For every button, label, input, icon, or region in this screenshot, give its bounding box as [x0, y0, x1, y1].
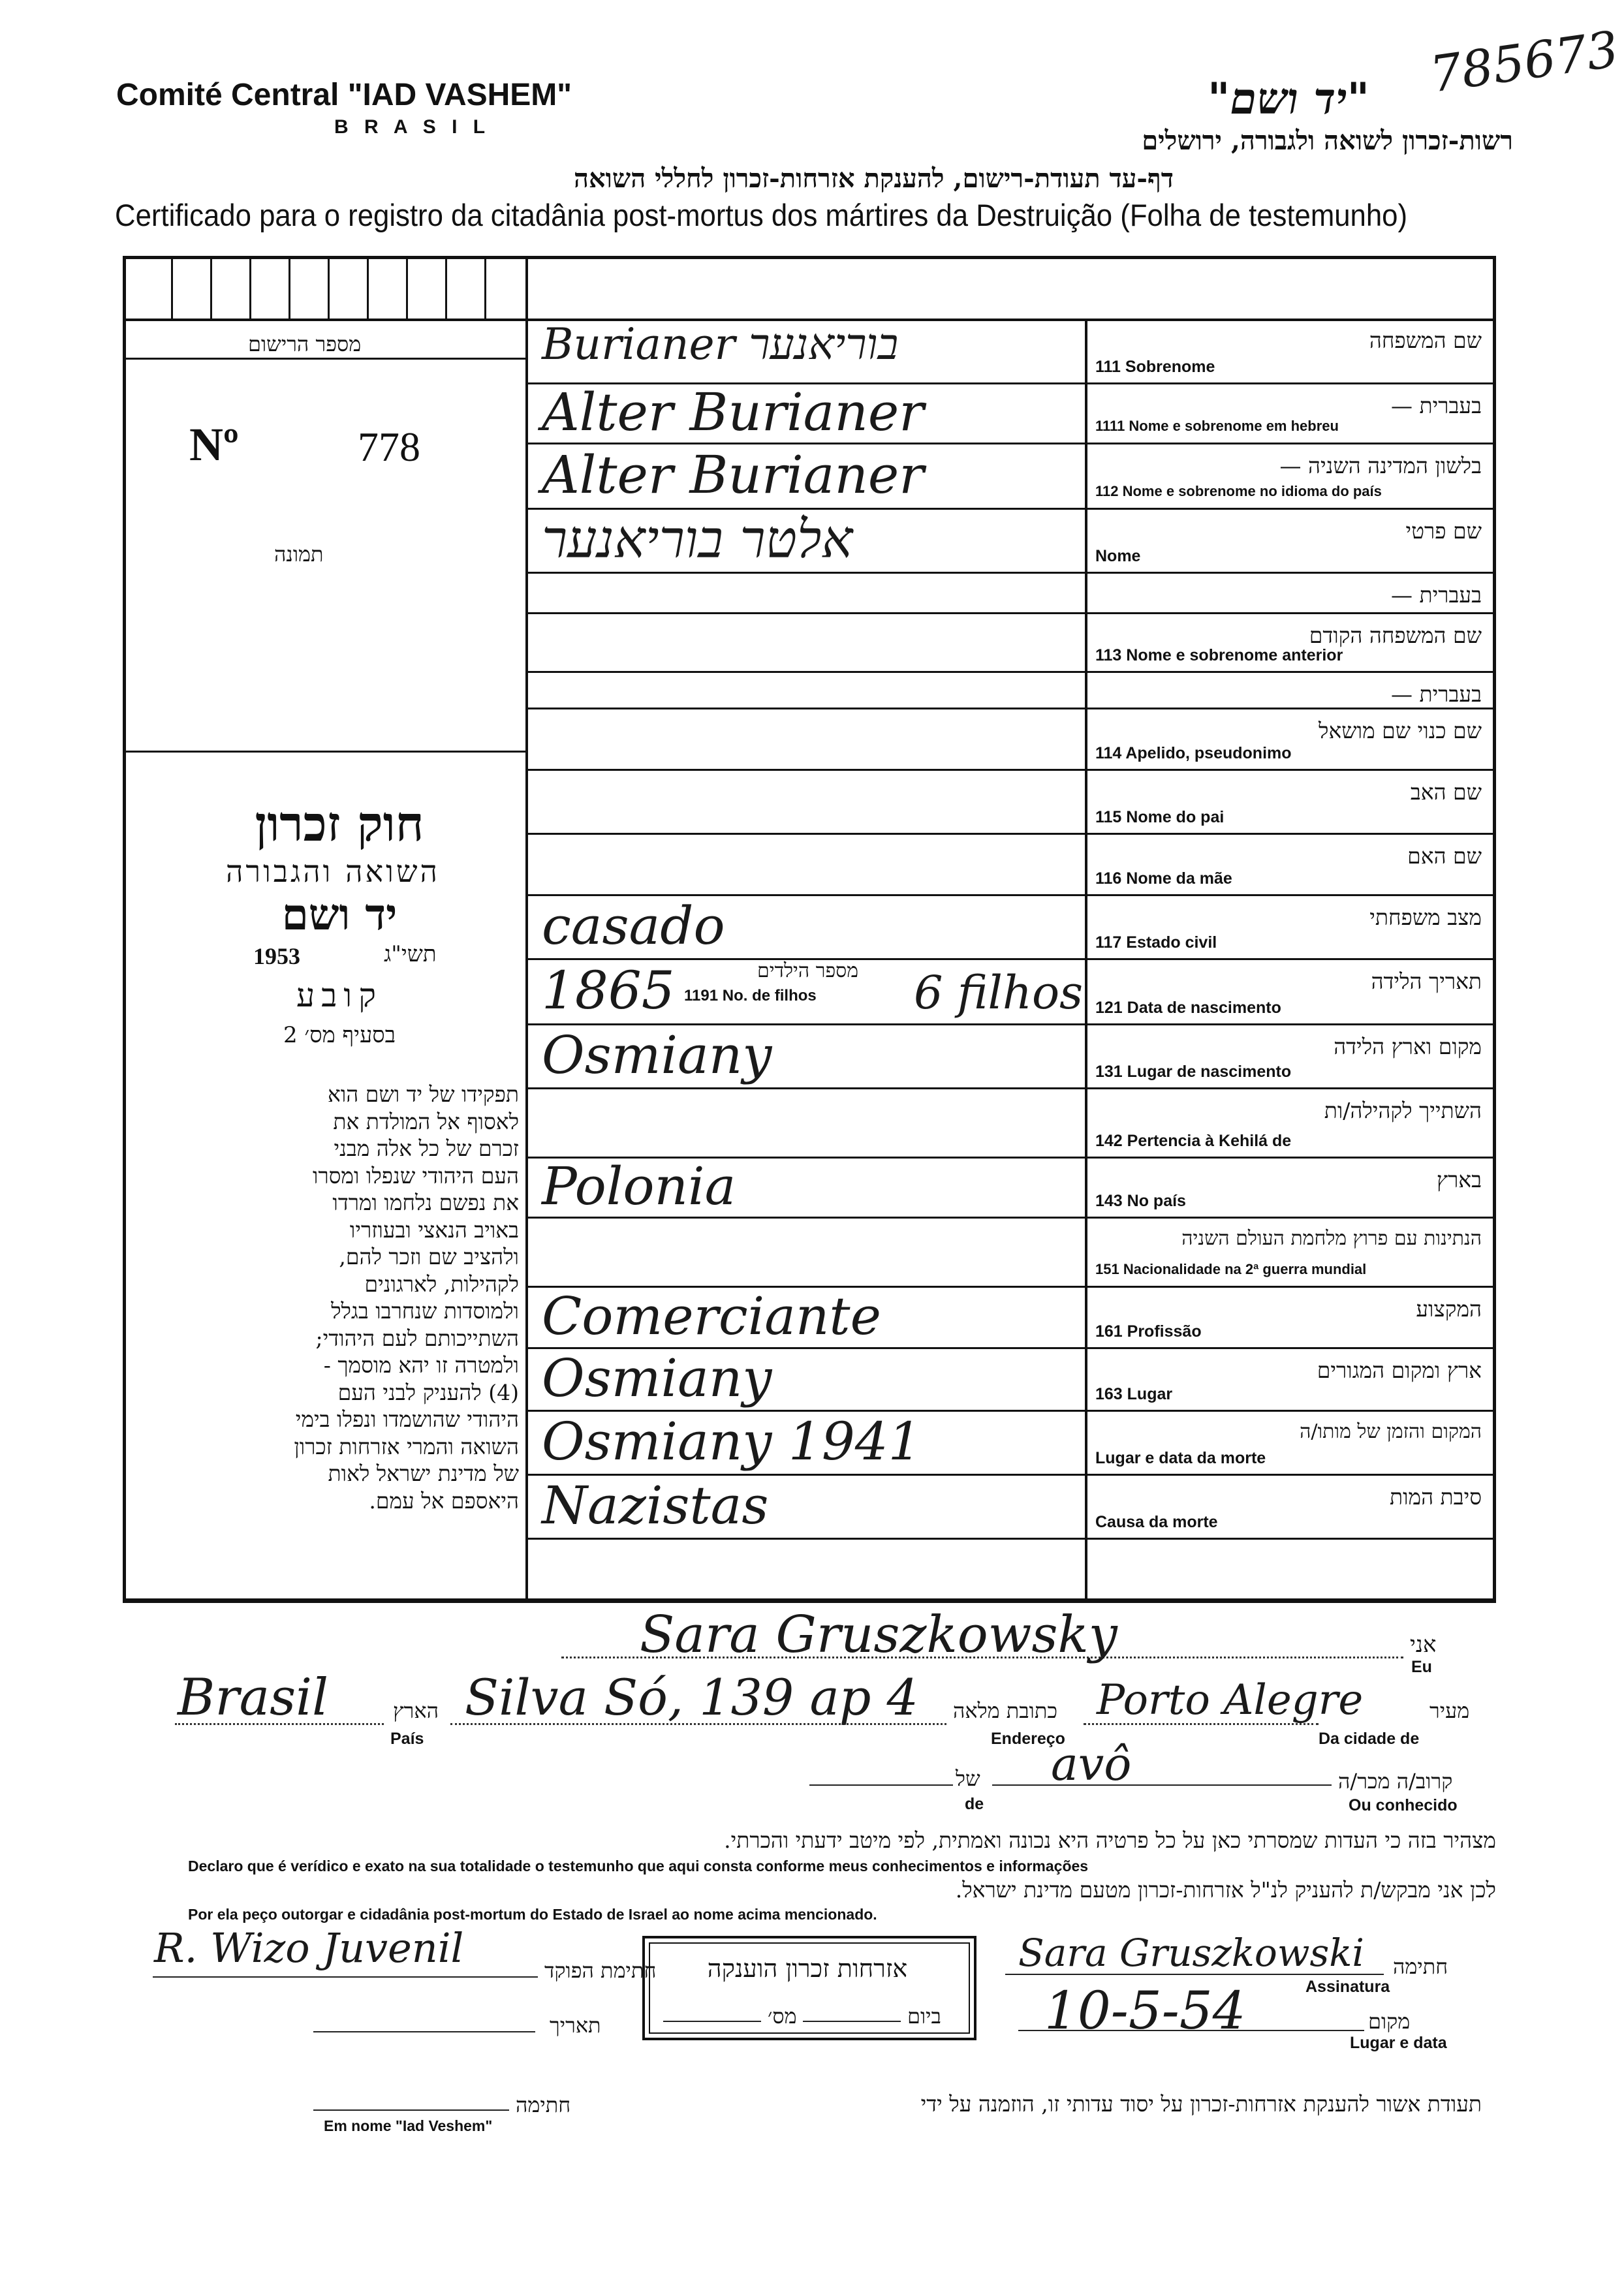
- field-label-pt: 121 Data de nascimento: [1095, 999, 1281, 1017]
- signature-label-he: חתימה: [1393, 1954, 1448, 1979]
- field-label-pt: 142 Pertencia à Kehilá de: [1095, 1132, 1292, 1150]
- law-year: 1953: [253, 943, 300, 969]
- field-value: Burianer בוריאנער: [542, 319, 899, 369]
- field-value: Comerciante: [542, 1286, 881, 1346]
- field-label-he: המקום והזמן של מותו/ה: [1300, 1420, 1482, 1443]
- children-label-he: מספר הילדים: [757, 959, 859, 982]
- relation-label-pt: Ou conhecido: [1349, 1796, 1458, 1814]
- field-label-pt: Lugar e data da morte: [1095, 1449, 1266, 1467]
- declaration-pt: Declaro que é verídico e exato na sua totalidade o testemunho que aqui consta conforme meus conhecimentos e informações: [188, 1858, 1089, 1875]
- field-label-pt: 115 Nome do pai: [1095, 808, 1225, 826]
- registration-number-label: מספר הרישום: [248, 332, 362, 356]
- eu-label-pt: Eu: [1411, 1658, 1432, 1676]
- footer-sig-label: חתימה: [516, 2093, 571, 2117]
- witness-section-divider: [123, 1600, 1496, 1603]
- date-label: תאריך: [550, 2013, 601, 2038]
- field-label-he: שם פרטי: [1405, 518, 1482, 544]
- field-label-pt: 1111 Nome e sobrenome em hebreu: [1095, 418, 1339, 434]
- field-value: Alter Burianer: [542, 382, 924, 443]
- field-row-divider: [527, 1538, 1496, 1540]
- city-label-pt: Da cidade de: [1319, 1730, 1420, 1748]
- registration-number: 778: [358, 424, 420, 470]
- children-value: 6 filhos: [914, 966, 1084, 1019]
- field-label-pt: 161 Profissão: [1095, 1322, 1202, 1341]
- country-label-pt: País: [390, 1730, 424, 1748]
- field-label-pt: 112 Nome e sobrenome no idioma do país: [1095, 483, 1382, 499]
- address-label-pt: Endereço: [991, 1730, 1065, 1748]
- law-kovea: קובע: [296, 976, 383, 1014]
- official-label: חתימת הפוקד: [544, 1958, 657, 1983]
- field-label-he: סיבת המות: [1389, 1484, 1482, 1510]
- witness-signature: Sara Gruszkowski: [1018, 1931, 1364, 1975]
- official-signature: R. Wizo Juvenil: [154, 1924, 464, 1972]
- hebrew-title: "יד ושם": [1208, 73, 1370, 124]
- field-value: אלטר בוריאנער: [542, 509, 853, 570]
- stamp-title: אזרחות זכרון הוענקה: [707, 1954, 908, 1983]
- stamp-num: מס׳: [768, 2004, 797, 2029]
- field-row-divider: [527, 769, 1496, 771]
- law-section: בסעיף מס׳ 2: [283, 1022, 396, 1048]
- country-label-he: הארץ: [393, 1698, 439, 1723]
- witness-city: Porto Alegre: [1097, 1676, 1364, 1724]
- field-label-pt: 143 No país: [1095, 1192, 1186, 1210]
- field-label-pt: 131 Lugar de nascimento: [1095, 1063, 1292, 1081]
- field-label-pt: 113 Nome e sobrenome anterior: [1095, 646, 1343, 664]
- field-row-divider: [527, 708, 1496, 709]
- field-label-he: שם האב: [1410, 779, 1482, 805]
- country-subtitle: B R A S I L: [334, 116, 491, 138]
- request-he: לכן אני מבקש/ת להעניק לנ"ל אזרחות-זכרון מטעם מדינת ישראל.: [955, 1877, 1496, 1903]
- field-label-he: מקום וארץ הלידה: [1334, 1034, 1482, 1059]
- field-row-divider: [527, 572, 1496, 574]
- field-label-he: ארץ ומקום המגורים: [1317, 1358, 1482, 1383]
- eu-label-he: אני: [1410, 1632, 1437, 1658]
- field-label-he: בלשון המדינה השניה —: [1279, 453, 1482, 478]
- hebrew-subtitle: דף-עד תעודת-רישום, להענקת אזרחות-זכרון לחללי השואה: [573, 163, 1174, 194]
- field-label-he: מצב משפחתי: [1369, 905, 1482, 930]
- children-label-pt: 1191 No. de filhos: [684, 987, 817, 1004]
- field-row-divider: [527, 833, 1496, 835]
- hebrew-authority: רשות-זכרון לשואה ולגבורה, ירושלים: [1142, 125, 1513, 156]
- field-label-he: שם האם: [1407, 843, 1482, 869]
- of-label-pt: de: [965, 1795, 984, 1813]
- field-row-divider: [527, 1217, 1496, 1219]
- left-panel-divider: [525, 256, 528, 1602]
- of-label-he: של: [956, 1766, 980, 1791]
- signature-label-pt: Assinatura: [1305, 1978, 1390, 1996]
- witness-relation: avô: [1051, 1737, 1132, 1791]
- place-date: 10-5-54: [1044, 1980, 1246, 2041]
- field-label-he: בעברית —: [1391, 393, 1482, 418]
- field-label-he: בעברית —: [1391, 582, 1482, 608]
- place-label-pt: Lugar e data: [1350, 2034, 1447, 2052]
- field-label-pt: 151 Nacionalidade na 2ª guerra mundial: [1095, 1261, 1367, 1277]
- witness-name: Sara Gruszkowsky: [640, 1606, 1117, 1664]
- place-label-he: מקום: [1368, 2009, 1411, 2034]
- field-label-pt: 111 Sobrenome: [1095, 358, 1215, 376]
- field-value: Osmiany 1941: [542, 1411, 922, 1472]
- field-label-he: שם המשפחה הקודם: [1309, 623, 1482, 648]
- field-label-he: בארץ: [1436, 1167, 1482, 1192]
- footer-name: Em nome "Iad Veshem": [324, 2117, 493, 2134]
- stamp-day: ביום: [907, 2004, 941, 2029]
- witness-country: Brasil: [178, 1668, 329, 1727]
- field-label-he: בעברית —: [1391, 681, 1482, 707]
- field-label-pt: 114 Apelido, pseudonimo: [1095, 744, 1292, 762]
- field-label-he: השתייך לקהילה/ות: [1324, 1098, 1482, 1123]
- field-label-pt: Causa da morte: [1095, 1513, 1218, 1531]
- field-value: Polonia: [542, 1156, 736, 1217]
- field-value: Alter Burianer: [542, 444, 924, 505]
- number-prefix: Nº: [189, 418, 239, 471]
- certificate-title: Certificado para o registro da citadânia post-mortus dos mártires da Destruição (Folha de testemunho): [115, 198, 1408, 232]
- archive-number: 785673: [1426, 20, 1622, 104]
- field-label-he: המקצוע: [1416, 1296, 1482, 1322]
- field-label-pt: 116 Nome da mãe: [1095, 869, 1232, 888]
- field-row-divider: [527, 1087, 1496, 1089]
- city-label-he: מעיר: [1429, 1698, 1470, 1723]
- request-pt: Por ela peço outorgar e cidadânia post-mortum do Estado de Israel ao nome acima mencionado.: [188, 1906, 877, 1923]
- field-row-divider: [527, 612, 1496, 614]
- field-value: Nazistas: [542, 1475, 769, 1536]
- law-line3: יד ושם: [281, 889, 398, 940]
- field-label-he: שם המשפחה: [1369, 328, 1482, 353]
- field-value: 1865: [542, 960, 675, 1021]
- field-value: Osmiany: [542, 1348, 772, 1408]
- witness-address: Silva Só, 139 ap 4: [465, 1668, 918, 1726]
- field-label-pt: Nome: [1095, 547, 1141, 565]
- address-label-he: כתובת מלאה: [953, 1698, 1057, 1723]
- field-label-he: שם כנוי שם מושאל: [1319, 718, 1482, 743]
- field-value: Osmiany: [542, 1025, 772, 1085]
- declaration-he: מצהיר בזה כי העדות שמסרתי כאן על כל פרטיה היא נכונה ואמתית, לפי מיטב ידעתי והכרתי.: [724, 1828, 1496, 1853]
- law-title: חוק זכרון: [255, 796, 424, 852]
- law-year-heb: תשי"ג: [384, 941, 437, 967]
- field-value: casado: [542, 895, 725, 956]
- photo-label: תמונה: [274, 542, 324, 567]
- field-label-pt: 163 Lugar: [1095, 1385, 1173, 1403]
- field-label-he: הנתינות עם פרוץ מלחמת העולם השניה: [1181, 1227, 1482, 1250]
- committee-title: Comité Central "IAD VASHEM": [116, 78, 572, 112]
- law-line2: השואה והגבורה: [226, 854, 440, 889]
- field-label-pt: 117 Estado civil: [1095, 933, 1217, 952]
- field-row-divider: [527, 671, 1496, 673]
- relation-label-he: קרוב/ה מכר/ה: [1338, 1769, 1453, 1794]
- field-label-he: תאריך הלידה: [1371, 969, 1482, 994]
- footer-he: תעודת אשור להענקת אזרחות-זכרון על יסוד עדותי זו, הוזמנה על ידי: [920, 2091, 1482, 2117]
- law-text: תפקידו של יד ושם הוא לאסוף אל המולדת את זכרם של כל אלה מבני העם היהודי שנפלו ומסרו את נפשם נלחמו ומרדו באויב הנאצי ובעוזריו ולהציב שם וזכר להם, לקהילות, לארגונים ולמוסדות שנחרבו בגלל השתייכותם לעם היהודי; ולמטרה זו יהא מוסמך - (4) להעניק לבני העם היהודי שהושמדו ונפלו בימי השואה והמרי אזרחות זכרון של מדינת ישראל לאות היאספם אל עמם.: [294, 1081, 519, 1514]
